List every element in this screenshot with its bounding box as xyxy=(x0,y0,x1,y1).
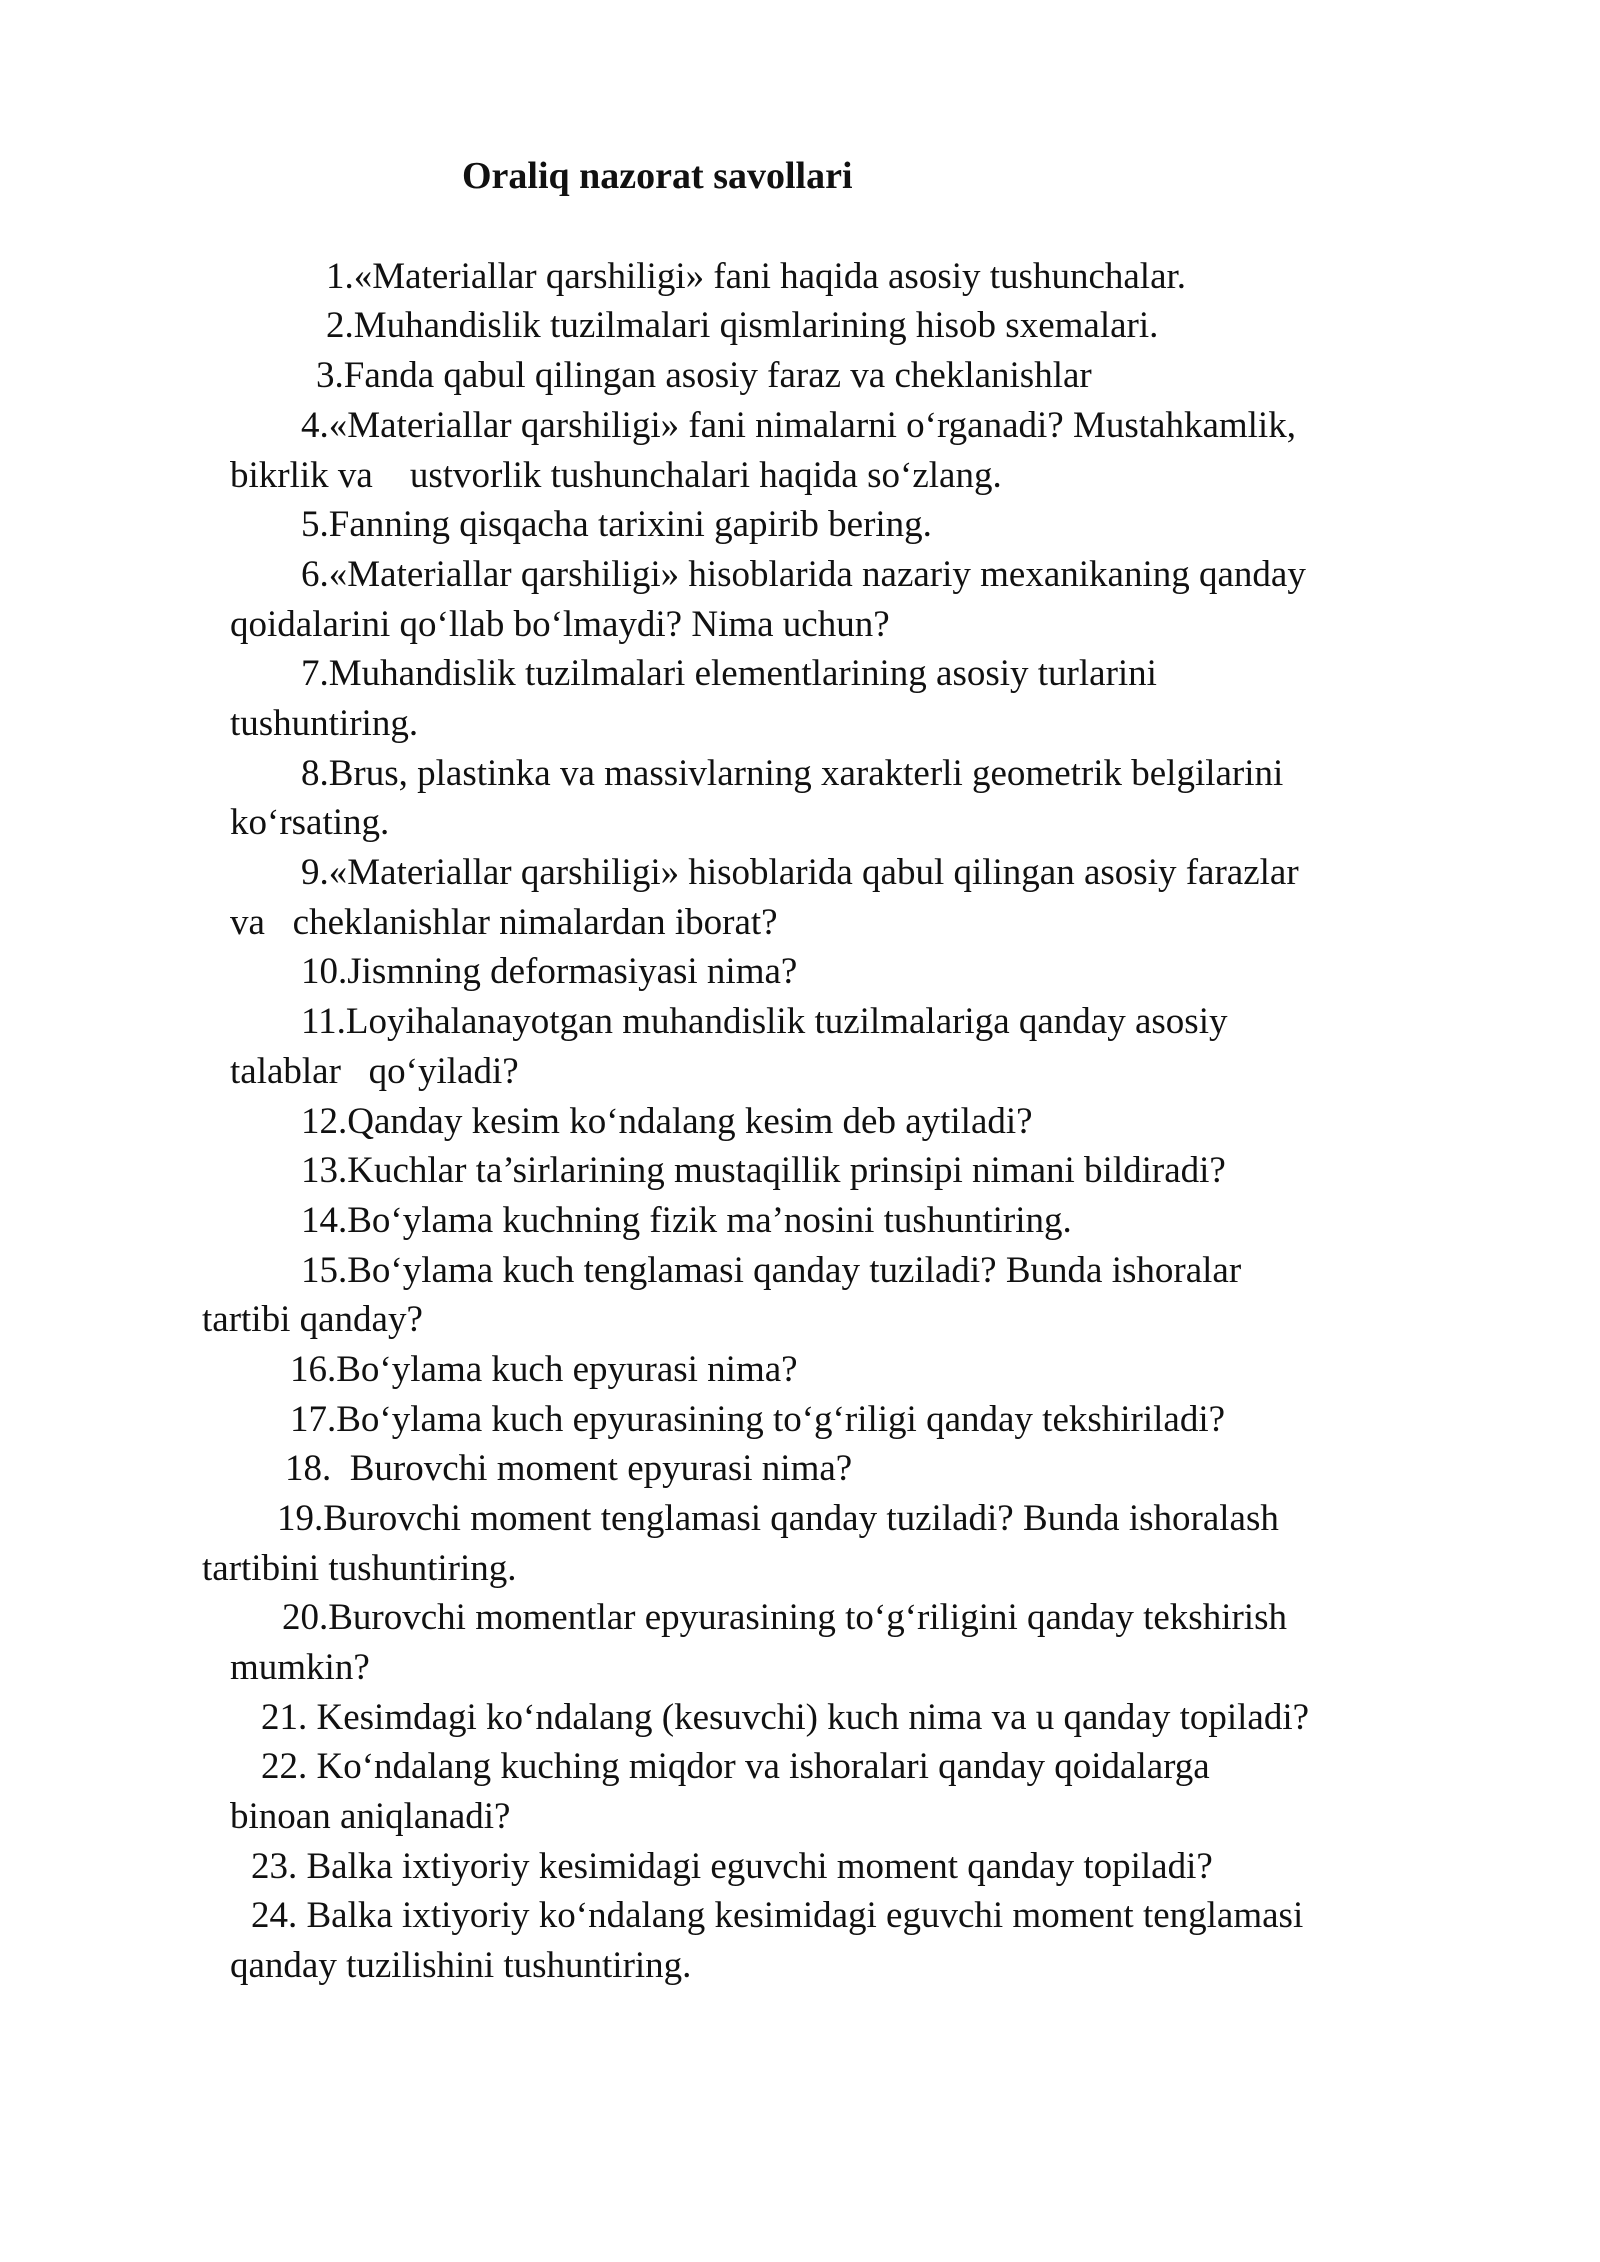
question-line: 20.Burovchi momentlar epyurasining to‘g‘riligini qanday tekshirish xyxy=(282,1597,1287,1638)
question-line: tartibi qanday? xyxy=(202,1299,423,1340)
question-line: bikrlik va ustvorlik tushunchalari haqida so‘zlang. xyxy=(230,455,1002,496)
question-line: 2.Muhandislik tuzilmalari qismlarining hisob sxemalari. xyxy=(326,305,1159,346)
question-line: tartibini tushuntiring. xyxy=(202,1548,517,1589)
question-line: 12.Qanday kesim ko‘ndalang kesim deb aytiladi? xyxy=(301,1101,1033,1142)
question-line: 14.Bo‘ylama kuchning fizik ma’nosini tushuntiring. xyxy=(301,1200,1072,1241)
page-title: Oraliq nazorat savollari xyxy=(462,155,853,197)
question-line: 21. Kesimdagi ko‘ndalang (kesuvchi) kuch nima va u qanday topiladi? xyxy=(261,1697,1310,1738)
question-line: 11.Loyihalanayotgan muhandislik tuzilmalariga qanday asosiy xyxy=(301,1001,1228,1042)
question-line: ko‘rsating. xyxy=(230,802,390,843)
question-line: 6.«Materiallar qarshiligi» hisoblarida nazariy mexanikaning qanday xyxy=(301,554,1306,595)
question-line: 22. Ko‘ndalang kuching miqdor va ishoralari qanday qoidalarga xyxy=(261,1746,1210,1787)
question-line: binoan aniqlanadi? xyxy=(230,1796,511,1837)
question-line: 7.Muhandislik tuzilmalari elementlarining asosiy turlarini xyxy=(301,653,1157,694)
question-line: 16.Bo‘ylama kuch epyurasi nima? xyxy=(290,1349,798,1390)
question-line: 13.Kuchlar ta’sirlarining mustaqillik prinsipi nimani bildiradi? xyxy=(301,1150,1226,1191)
question-line: 10.Jismning deformasiyasi nima? xyxy=(301,951,798,992)
question-line: 18. Burovchi moment epyurasi nima? xyxy=(285,1448,853,1489)
question-line: 19.Burovchi moment tenglamasi qanday tuziladi? Bunda ishoralash xyxy=(277,1498,1279,1539)
question-line: 17.Bo‘ylama kuch epyurasining to‘g‘riligi qanday tekshiriladi? xyxy=(290,1399,1226,1440)
question-line: 4.«Materiallar qarshiligi» fani nimalarni o‘rganadi? Mustahkamlik, xyxy=(301,405,1296,446)
question-line: tushuntiring. xyxy=(230,703,419,744)
question-line: talablar qo‘yiladi? xyxy=(230,1051,519,1092)
question-line: va cheklanishlar nimalardan iborat? xyxy=(230,902,778,943)
question-line: qoidalarini qo‘llab bo‘lmaydi? Nima uchun? xyxy=(230,604,890,645)
question-line: 23. Balka ixtiyoriy kesimidagi eguvchi moment qanday topiladi? xyxy=(251,1846,1213,1887)
question-line: mumkin? xyxy=(230,1647,370,1688)
question-line: 15.Bo‘ylama kuch tenglamasi qanday tuziladi? Bunda ishoralar xyxy=(301,1250,1242,1291)
question-line: 1.«Materiallar qarshiligi» fani haqida asosiy tushunchalar. xyxy=(326,256,1187,297)
question-line: 5.Fanning qisqacha tarixini gapirib bering. xyxy=(301,504,932,545)
question-line: 24. Balka ixtiyoriy ko‘ndalang kesimidagi eguvchi moment tenglamasi xyxy=(251,1895,1304,1936)
question-line: 9.«Materiallar qarshiligi» hisoblarida qabul qilingan asosiy farazlar xyxy=(301,852,1299,893)
question-line: 3.Fanda qabul qilingan asosiy faraz va cheklanishlar xyxy=(316,355,1092,396)
question-line: 8.Brus, plastinka va massivlarning xarakterli geometrik belgilarini xyxy=(301,753,1284,794)
question-line: qanday tuzilishini tushuntiring. xyxy=(230,1945,692,1986)
